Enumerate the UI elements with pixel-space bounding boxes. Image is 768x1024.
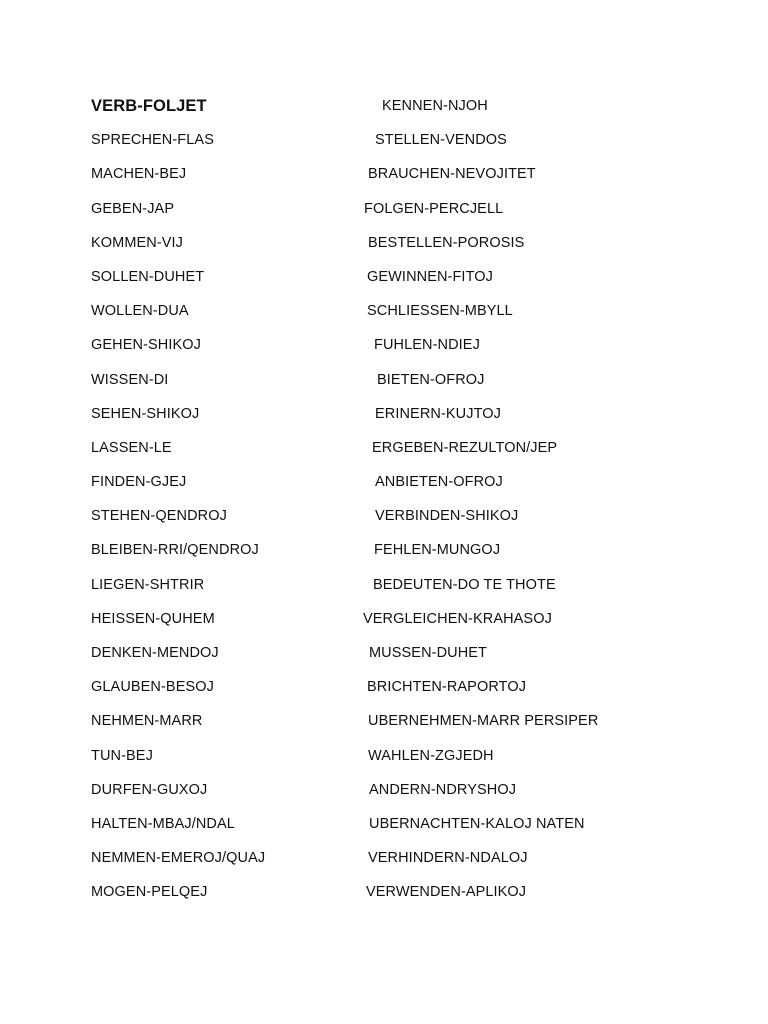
verb-entry: DENKEN-MENDOJ: [91, 645, 219, 661]
verb-entry: BIETEN-OFROJ: [377, 371, 485, 388]
verb-entry: FEHLEN-MUNGOJ: [374, 542, 501, 559]
verb-entry: FOLGEN-PERCJELL: [364, 200, 504, 217]
verb-entry: ERINERN-KUJTOJ: [375, 405, 502, 422]
verb-entry: GEHEN-SHIKOJ: [91, 337, 201, 354]
verb-entry: VERHINDERN-NDALOJ: [368, 850, 528, 867]
verb-entry: SEHEN-SHIKOJ: [91, 405, 200, 422]
verb-entry: LASSEN-LE: [91, 439, 172, 456]
verb-entry: GEBEN-JAP: [91, 200, 175, 217]
verb-entry: VERBINDEN-SHIKOJ: [375, 508, 519, 525]
verb-entry: MOGEN-PELQEJ: [91, 884, 208, 901]
verb-entry: BEDEUTEN-DO TE THOTE: [373, 576, 556, 593]
document-title: VERB-FOLJET: [91, 97, 207, 115]
verb-entry: MUSSEN-DUHET: [369, 645, 488, 661]
verb-entry: SCHLIESSEN-MBYLL: [367, 303, 513, 320]
verb-entry: ERGEBEN-REZULTON/JEP: [372, 439, 558, 456]
verb-entry: KENNEN-NJOH: [382, 98, 488, 114]
verb-entry: ANBIETEN-OFROJ: [375, 474, 503, 491]
verb-entry: DURFEN-GUXOJ: [91, 781, 208, 798]
verb-entry: STELLEN-VENDOS: [375, 132, 507, 149]
verb-entry: GLAUBEN-BESOJ: [91, 679, 214, 696]
right-column: [362, 95, 742, 916]
verb-entry: FUHLEN-NDIEJ: [374, 337, 480, 354]
verb-entry: BRICHTEN-RAPORTOJ: [367, 679, 527, 696]
verb-entry: UBERNEHMEN-MARR PERSIPER: [368, 713, 599, 730]
verb-entry: ANDERN-NDRYSHOJ: [369, 781, 517, 798]
verb-entry: BRAUCHEN-NEVOJITET: [368, 166, 536, 183]
verb-entry: GEWINNEN-FITOJ: [367, 268, 493, 285]
verb-entry: STEHEN-QENDROJ: [91, 508, 227, 525]
verb-entry: UBERNACHTEN-KALOJ NATEN: [369, 815, 585, 832]
verb-entry: WAHLEN-ZGJEDH: [368, 747, 494, 764]
verb-entry: TUN-BEJ: [91, 747, 153, 764]
left-column: [91, 95, 351, 916]
verb-entry: VERWENDEN-APLIKOJ: [366, 884, 527, 901]
verb-entry: VERGLEICHEN-KRAHASOJ: [363, 610, 552, 627]
verb-entry: NEHMEN-MARR: [91, 713, 203, 730]
verb-entry: NEMMEN-EMEROJ/QUAJ: [91, 850, 266, 867]
verb-entry: SPRECHEN-FLAS: [91, 132, 214, 149]
verb-entry: FINDEN-GJEJ: [91, 474, 187, 491]
verb-entry: WISSEN-DI: [91, 371, 169, 388]
verb-entry: MACHEN-BEJ: [91, 166, 187, 183]
verb-entry: HEISSEN-QUHEM: [91, 610, 215, 627]
verb-entry: SOLLEN-DUHET: [91, 268, 205, 285]
verb-entry: WOLLEN-DUA: [91, 303, 189, 320]
verb-entry: HALTEN-MBAJ/NDAL: [91, 815, 235, 832]
verb-entry: LIEGEN-SHTRIR: [91, 576, 205, 593]
verb-entry: BESTELLEN-POROSIS: [368, 234, 525, 251]
verb-entry: KOMMEN-VIJ: [91, 234, 184, 251]
verb-entry: BLEIBEN-RRI/QENDROJ: [91, 542, 259, 559]
